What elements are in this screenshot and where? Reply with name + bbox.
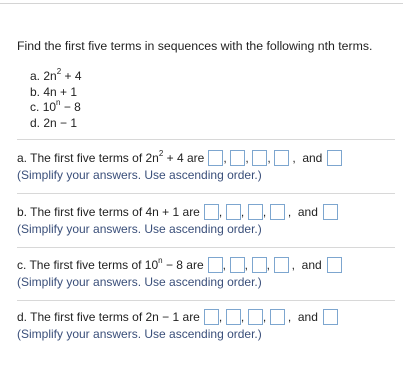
section-divider [17,300,395,301]
instruction-hint: (Simplify your answers. Use ascending order.) [17,168,262,182]
answer-b-3-input[interactable] [248,204,263,220]
question-b-label: b. The first five terms of 4n + 1 are [17,205,200,219]
expression-c [30,100,82,116]
answer-b-2-input[interactable] [226,204,241,220]
expression-base: 2n [43,69,57,83]
expression-a [30,69,82,85]
question-d: d. The first five terms of 2n − 1 are , , , , and (Simplify your answers. Use ascending order.) [17,308,339,341]
expression-letter: d. [30,115,41,130]
answer-c-4-input[interactable] [274,257,289,273]
expression-tail: − 8 [60,100,81,114]
question-c: c. The first five terms of $10^n - 8$ are , , , , and (Simplify your answers. Use ascending order.) [17,256,343,289]
instruction-hint: (Simplify your answers. Use ascending order.) [17,222,262,236]
expression-base: 2n − 1 [43,115,78,130]
expression-tail: + 4 [61,69,82,83]
expression-base: 10 [42,100,57,114]
expression-exponent: 2 [56,67,62,76]
answer-b-1-input[interactable] [204,204,219,220]
answer-d-1-input[interactable] [204,309,219,325]
top-rule [0,3,403,4]
answer-b-5-input[interactable] [323,204,338,220]
answer-a-4-input[interactable] [274,150,289,166]
question-b: b. The first five terms of 4n + 1 are , , , , and (Simplify your answers. Use ascending order.) [17,203,339,236]
and-label: and [297,205,318,219]
and-label: and [297,310,318,324]
expression-list [30,69,82,131]
answer-a-3-input[interactable] [252,150,267,166]
expression-letter: c. [30,100,40,114]
question-prompt: Find the first five terms in sequences with the following nth terms. [17,39,373,53]
question-c-label: c. The first five terms of $10^n - 8$ are [17,256,204,272]
answer-a-5-input[interactable] [327,150,342,166]
answer-c-5-input[interactable] [327,257,342,273]
answer-d-4-input[interactable] [270,309,285,325]
expression-exponent: n [56,98,61,107]
answer-c-1-input[interactable] [208,257,223,273]
expression-letter: b. [30,84,41,99]
answer-b-4-input[interactable] [270,204,285,220]
section-divider [17,247,395,248]
and-label: and [301,258,322,272]
answer-d-3-input[interactable] [248,309,263,325]
question-a: a. The first five terms of $2n^2 + 4$ are , , , , and (Simplify your answers. Use ascending order.) [17,149,343,182]
answer-d-5-input[interactable] [323,309,338,325]
section-divider [17,139,395,140]
expression-letter: a. [30,69,41,83]
answer-d-2-input[interactable] [226,309,241,325]
answer-c-3-input[interactable] [252,257,267,273]
expression-d [30,116,82,132]
instruction-hint: (Simplify your answers. Use ascending order.) [17,275,262,289]
answer-a-2-input[interactable] [230,150,245,166]
and-label: and [302,151,323,165]
section-divider [17,193,395,194]
answer-c-2-input[interactable] [230,257,245,273]
expression-base: 4n + 1 [43,84,78,99]
question-a-label: a. The first five terms of $2n^2 + 4$ are [17,149,205,165]
question-d-label: d. The first five terms of 2n − 1 are [17,310,200,324]
instruction-hint: (Simplify your answers. Use ascending order.) [17,327,262,341]
answer-a-1-input[interactable] [208,150,223,166]
